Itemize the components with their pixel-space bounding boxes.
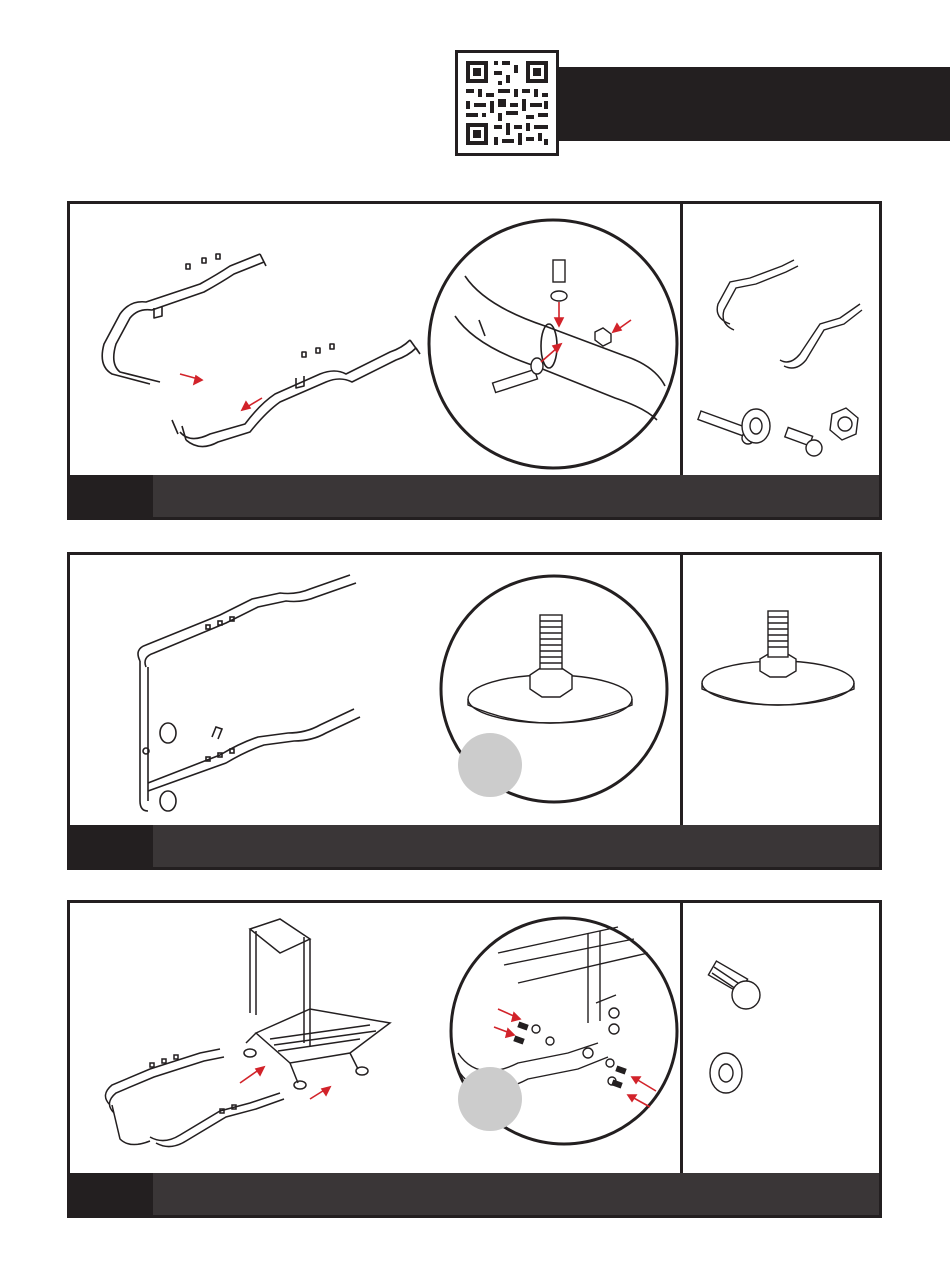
qr-code (455, 50, 559, 156)
step-number (70, 825, 153, 867)
step-1-footer (70, 475, 879, 517)
frame-rails-drawing (90, 244, 450, 484)
step-number (70, 1173, 153, 1215)
step-3-panel (67, 900, 882, 1218)
panel-divider (680, 903, 683, 1174)
panel-divider (680, 555, 683, 827)
bolt-detail-circle (425, 216, 685, 476)
title-bar (559, 67, 950, 141)
step-2-footer (70, 825, 879, 867)
step-2-panel (67, 552, 882, 870)
step-3-footer (70, 1173, 879, 1215)
step-number (70, 475, 153, 517)
step-badge (458, 733, 522, 797)
frame-with-feet-drawing (110, 565, 410, 815)
full-frame-drawing (90, 913, 440, 1173)
foot-pad-detail-circle (438, 575, 678, 815)
frame-joint-detail-circle (438, 913, 678, 1163)
parts-list-step-3 (698, 943, 868, 1143)
step-badge (458, 1067, 522, 1131)
parts-list-step-1 (690, 224, 870, 484)
qr-code-graphic (458, 53, 556, 153)
step-1-panel (67, 201, 882, 520)
parts-list-step-2 (698, 605, 868, 805)
